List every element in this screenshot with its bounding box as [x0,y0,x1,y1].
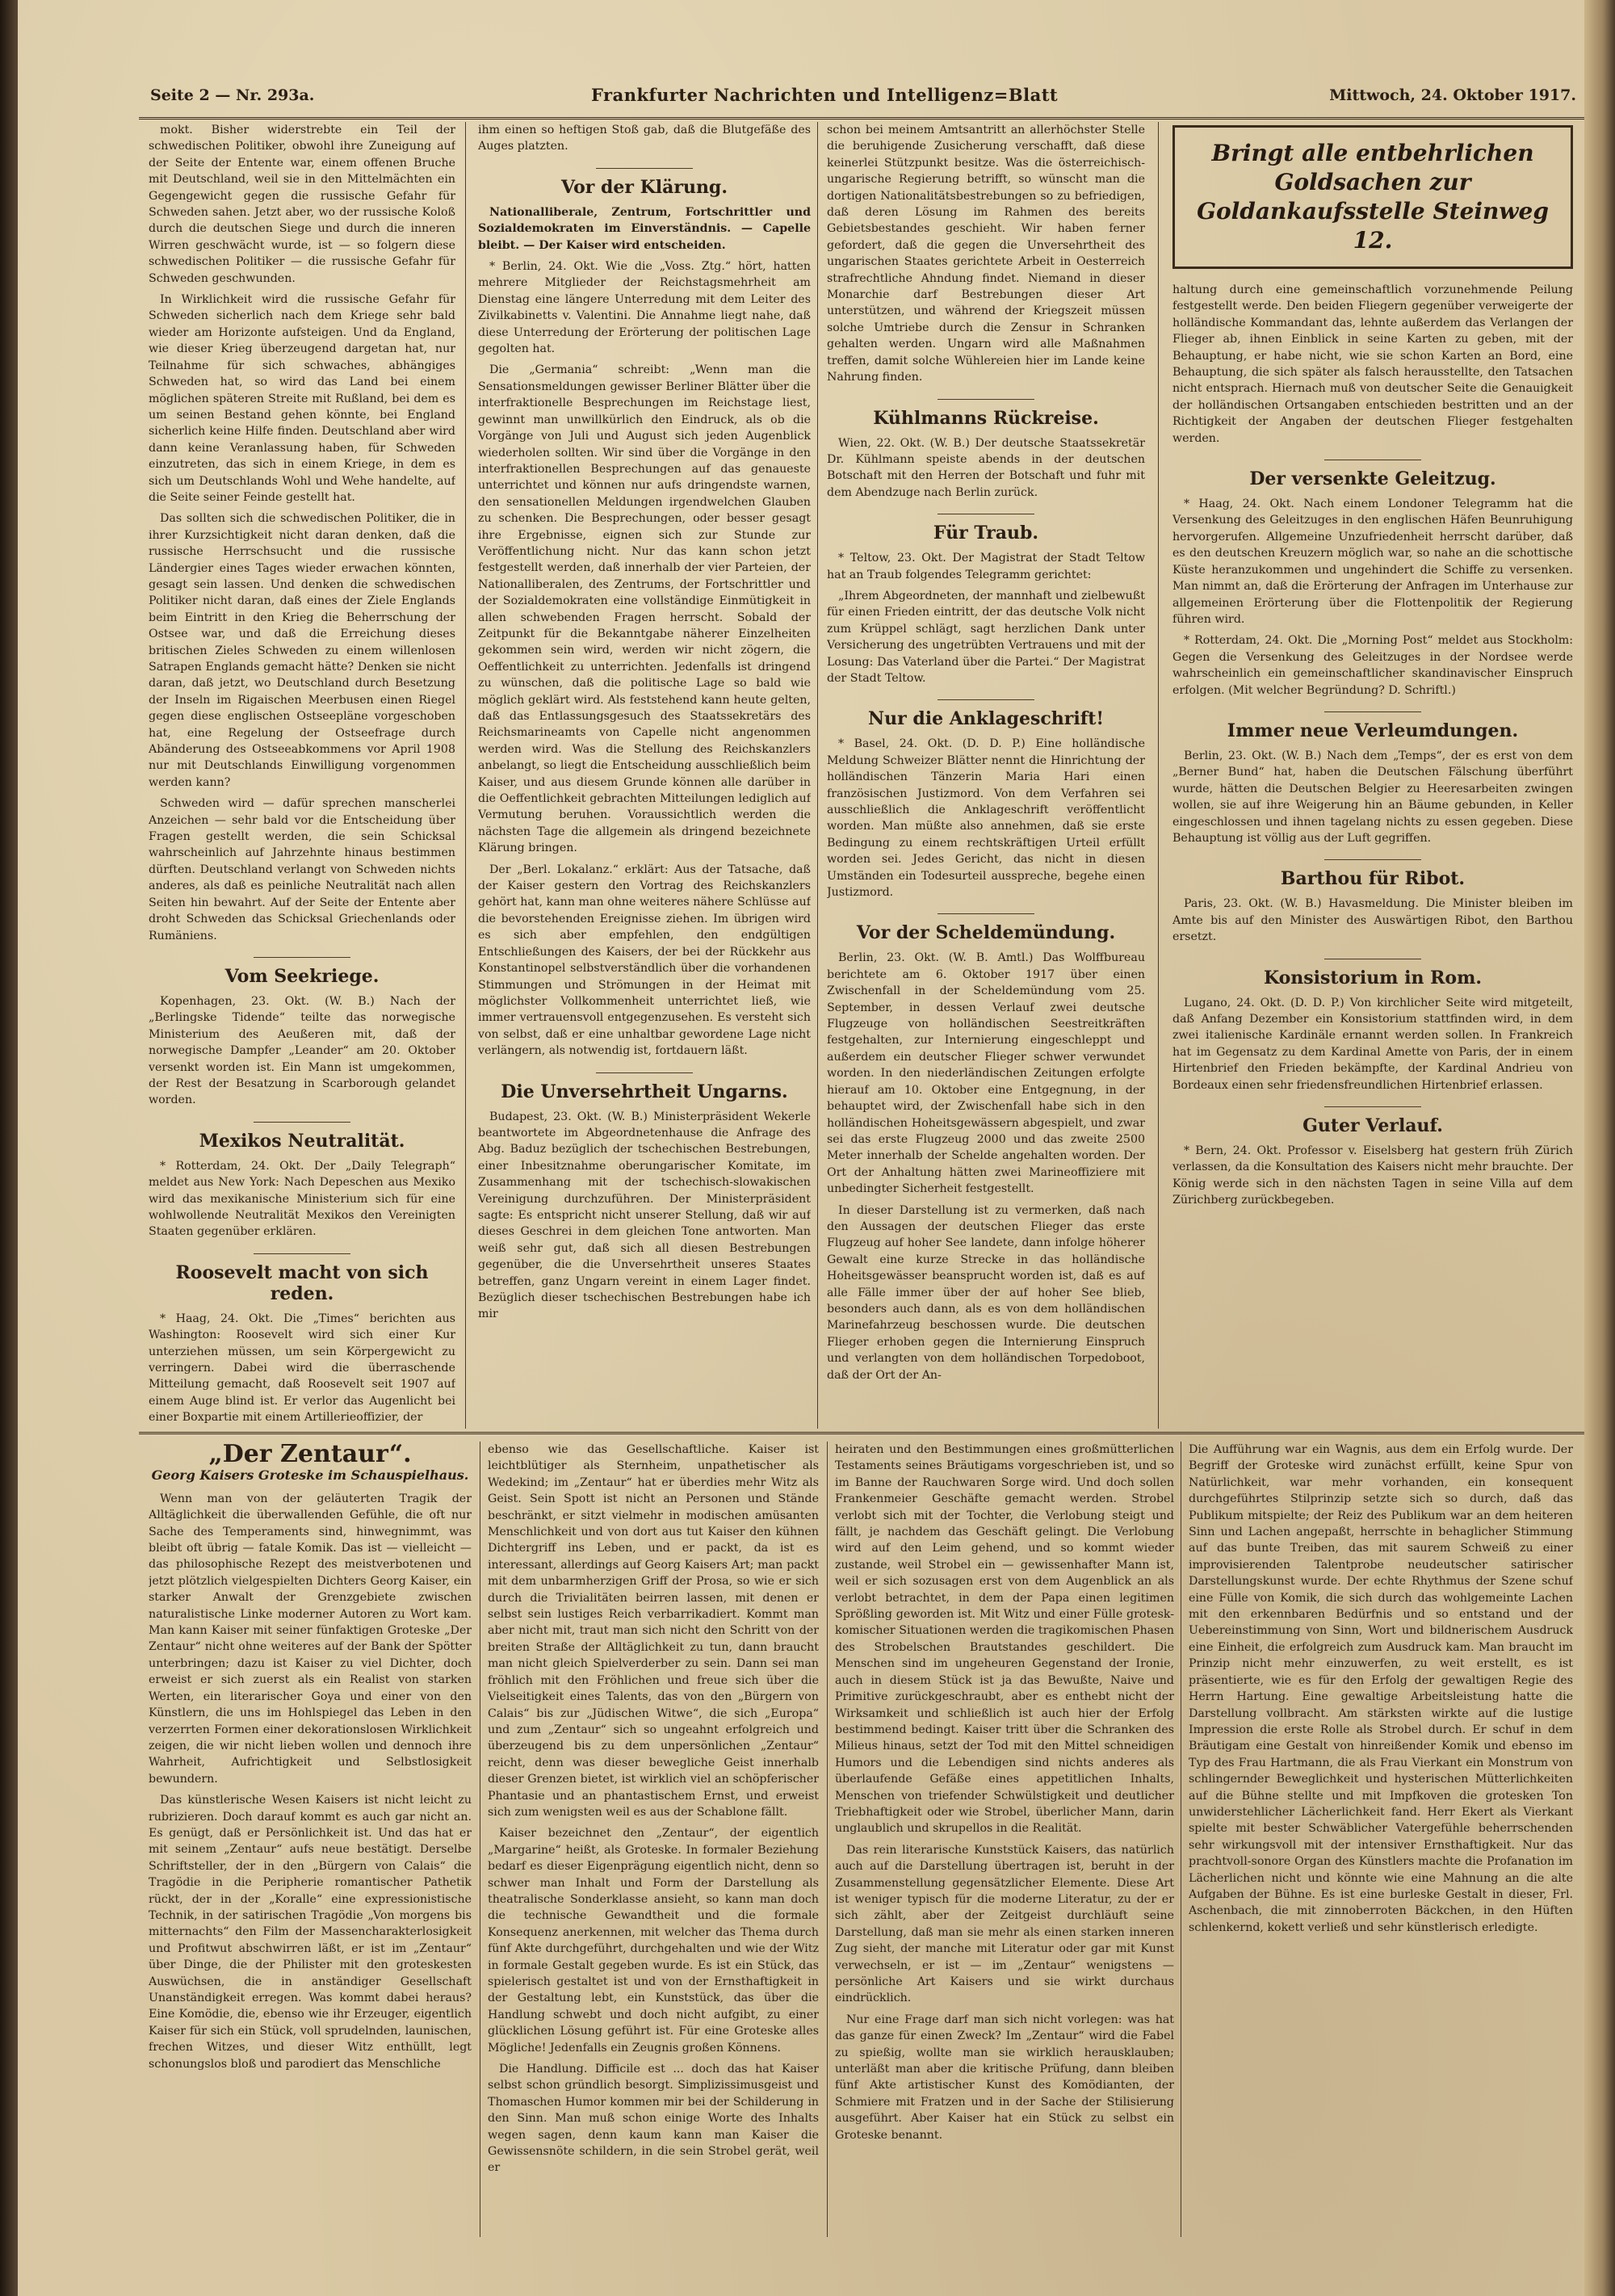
article-paragraph: * Haag, 24. Okt. Nach einem Londoner Telegramm hat die Versenkung des Geleitzuges in den englischen Häfen Beunruhigung hervorgerufen. Allgemeine Unzufriedenheit herrscht darüber, daß es den deutschen Kreuzern möglich war, so nahe an die schottische Küste heranzukommen und ungehindert die Schiffe zu versenken. Man nimmt an, daß die Erörterung der Anfragen im Unterhause zur allgemeinen Erörterung über die Flottenpolitik der Regierung führen wird. [1172,497,1573,626]
advertisement-text: Bringt alle entbehrlichen Goldsachen zur Goldankaufsstelle Steinweg 12. [1197,140,1549,254]
column-2 [478,122,811,1429]
headline-guter-verlauf: Guter Verlauf. [1172,1106,1573,1136]
article-paragraph: Kaiser bezeichnet den „Zentaur“, der eigentlich „Margarine“ heißt, als Groteske. In formaler Beziehung bedarf es dieser Eigenprägung eigentlich nicht, denn so schwer man Inhalt und Form der Darstellung als theatralische Sonderklasse ansieht, so kann man doch die technische Gewandtheit und die formale Konsequenz anerkennen, mit welcher das Thema durch fünf Akte durchgeführt, durchgehalten und wie der Witz in formale Gestalt gegeben wurde. Es ist ein Stück, das spielerisch gestaltet ist und von der Ernsthaftigkeit in der Gestaltung lebt, ein Kunststück, das über die Handlung schwebt und doch nicht aufgibt, zu einer glücklichen Lösung geführt ist. Für eine Groteske alles Mögliche! Jedenfalls ein Zeugnis großen Könnens. [488,1827,819,2055]
article-paragraph: heiraten und den Bestimmungen eines großmütterlichen Testaments seines Bräutigams vorgeschrieben ist, und so im Banne der Rauchwaren Sorge wird. Und doch sollen Frankenmeier Geschäfte gemacht werden. Strobel verlobt sich mit der Tochter, die Verlobung steigt und fällt, je nachdem das Geschäft gelingt. Die Verlobung wird auf den Leim gehend, und so kommt wieder zustande, weil Strobel ein — gewissenhafter Mann ist, weil er sich sozusagen erst von dem Augenblick an als verlobt betrachtet, in dem der Papa einen legitimen Sprößling geworden ist. Mit Witz und einer Fülle grotesk-komischer Situationen werden die tragikomischen Phasen des Strobelschen Brautstandes geschildert. Die Menschen sind im ungeheuren Gegenstand der Ironie, auch in diesem Stück ist ja das Bewußte, Naive und Primitive zurückgeschraubt, aber es enthebt nicht der Wirksamkeit und schließlich ist auch hier der Erfolg bestimmend bedingt. Kaiser tritt über die Schranken des Milieus hinaus, setzt der Tod mit den Mittel schneidigen Humors und die Lebendigen sind nichts anderes als überlaufende Gefäße eines appetitlichen Inhalts, Menschen von triefender Schwülstigkeit und deutlicher Triebhaftigkeit oder wie Strobel, überlicher Mann, darin unglaublich und skrupellos in die Realität. [835,1443,1174,1836]
feuilleton-column-4 [1189,1442,1573,2237]
headline-klaerung: Vor der Klärung. [478,168,811,198]
article-paragraph: Berlin, 23. Okt. (W. B.) Nach dem „Temps“, der es erst von dem „Berner Bund“ hat, haben die Deutschen Fälschung überführt wurde, hätten die Deutschen Belgier zu Heeresarbeiten zwingen wollen, sie auf ihre Weigerung hin an Bäume gebunden, in Keller eingeschlossen und ihnen tagelang nichts zu essen gegeben. Diese Behauptung ist völlig aus der Luft gegriffen. [1172,749,1573,845]
headline-anklageschrift: Nur die Anklageschrift! [827,699,1145,729]
article-paragraph: * Haag, 24. Okt. Die „Times“ berichten aus Washington: Roosevelt wird sich einer Kur unterziehen müssen, um sein Körpergewicht zu verringern. Dabei wird die überraschende Mitteilung gemacht, daß Roosevelt seit 1907 auf einem Auge blind ist. Er verlor das Augenlicht bei einer Boxpartie mit einem Artillerieoffizier, der [149,1312,455,1425]
column-3 [827,122,1145,1429]
headline-konsistorium: Konsistorium in Rom. [1172,959,1573,988]
article-paragraph: Wien, 22. Okt. (W. B.) Der deutsche Staatssekretär Dr. Kühlmann speiste abends in der deutschen Botschaft mit den Herren der Botschaft und fuhr mit dem Abendzuge nach Berlin zurück. [827,436,1145,499]
feuilleton-column-3 [835,1442,1174,2237]
adjacent-page-edge [1584,0,1615,2296]
article-paragraph: Das künstlerische Wesen Kaisers ist nicht leicht zu rubrizieren. Doch darauf kommt es auch gar nicht an. Es genügt, daß er Persönlichkeit ist. Und das hat er mit seinem „Zentaur“ aufs neue bestätigt. Derselbe Schriftsteller, der in den „Bürgern von Calais“ die Tragödie in die Peripherie romantischer Pathetik rückt, der in der „Koralle“ eine expressionistische Technik, in der satirischen Tragödie „Von morgens bis mitternachts“ den Film der Massencharakterlosigkeit und Profitwut abschwirren läßt, er ist im „Zentaur“ über Dinge, die der Philister mit den groteskesten Auswüchsen, die in anständiger Gesellschaft Unanständigkeit erregen. Was kommt dabei heraus? Eine Komödie, die, ebenso wie ihr Erzeuger, eigentlich Kaiser für sich ein Stück, voll sprudelnden, launischen, frechen Witzes, und dieser Witz enthüllt, legt schonungslos bloß und parodiert das Menschliche [149,1794,472,2071]
book-binding-edge [0,0,18,2296]
headline-mexiko: Mexikos Neutralität. [149,1122,455,1152]
headline-roosevelt: Roosevelt macht von sich reden. [149,1253,455,1304]
article-paragraph: * Rotterdam, 24. Okt. Die „Morning Post“ meldet aus Stockholm: Gegen die Versenkung des Geleitzuges in der Nordsee werde wahrscheinlich ein gemeinschaftlicher skandinavischer Einspruch erfolgen. (Mit welcher Begründung? D. Schriftl.) [1172,634,1573,697]
feuilleton-section [139,1442,1592,2241]
headline-verleumdungen: Immer neue Verleumdungen. [1172,711,1573,741]
article-paragraph: In dieser Darstellung ist zu vermerken, daß nach den Aussagen der deutschen Flieger das erste Flugzeug auf hoher See landete, dann infolge höherer Gewalt eine kurze Strecke in das holländische Hoheitsgewässer beansprucht worden ist, daß es auf alle Fälle immer über der auf hoher See blieb, besonders auch dann, als es von dem holländischen Marinefahrzeug beschossen wurde. Die deutschen Flieger erhoben gegen die Internierung Einspruch und verlangten von dem holländischen Torpedoboot, daß der Ort der An- [827,1203,1145,1382]
article-paragraph: * Rotterdam, 24. Okt. Der „Daily Telegraph“ meldet aus New York: Nach Depeschen aus Mexiko wird das mexikanische Ministerium sich für eine wohlwollende Neutralität Mexikos den Vereinigten Staaten gegenüber erklären. [149,1159,455,1239]
article-paragraph: Die Handlung. Difficile est ... doch das hat Kaiser selbst schon gründlich besorgt. Simplizissimusgeist und Thomaschen Humor kommen mir bei der Schilderung in den Sinn. Man muß schon einige Worte des Inhalts wegen sagen, denn kaum kann man Kaiser die Gewissensnöte schildern, in die sein Strobel gerät, weil er [488,2063,819,2175]
feuilleton-column-1 [149,1442,472,2237]
article-paragraph: ihm einen so heftigen Stoß gab, daß die Blutgefäße des Auges platzten. [478,124,811,153]
column-rule [1158,122,1159,1429]
page-content [139,77,1592,2257]
newspaper-title: Frankfurter Nachrichten und Intelligenz=Blatt [591,85,1059,105]
headline-kuehlmann: Kühlmanns Rückreise. [827,399,1145,429]
article-paragraph: haltung durch eine gemeinschaftlich vorzunehmende Peilung festgestellt werde. Den beiden Fliegern gegenüber verweigerte der holländische Kommandant das, lehnte außerdem das Verlangen der Flieger ab, ihnen Einblick in seine Karten zu geben, mit der Behauptung, er habe nicht, wie sie schon Karten an Bord, eine Behauptung, die sich später als falsch herausstellte, den Tatsachen nicht entsprach. Hiernach muß von deutscher Seite die Genauigkeit der holländischen Ortsangaben entschieden bestritten und an der Richtigkeit der Angaben der deutschen Flieger festgehalten werden. [1172,283,1573,445]
article-paragraph: * Bern, 24. Okt. Professor v. Eiselsberg hat gestern früh Zürich verlassen, da die Konsultation des Kaisers nicht mehr brauchte. Der König werde sich in den nächsten Tagen in seine Villa auf dem Zürichberg zurückbegeben. [1172,1144,1573,1207]
article-paragraph: Nur eine Frage darf man sich nicht vorlegen: was hat das ganze für einen Zweck? Im „Zentaur“ wird die Fabel zu spießig, wollte man sie wirklich herausklauben; unterläßt man aber die kritische Prüfung, dann bleiben fünf Akte artistischer Kunst des Komödianten, der Schmiere mit Fratzen und in der Sache der Stilisierung ausgeführt. Aber Kaiser hat ein Stück zu selbst ein Groteske benannt. [835,2013,1174,2142]
newspaper-page [18,0,1584,2296]
article-paragraph: Kopenhagen, 23. Okt. (W. B.) Nach der „Berlingske Tidende“ teilte das norwegische Ministerium des Aeußeren mit, daß der norwegische Dampfer „Leander“ am 20. Oktober versenkt worden ist. Ein Mann ist umgekommen, der Rest der Besatzung in Scarborough gelandet worden. [149,994,455,1107]
gold-collection-advertisement [1172,125,1573,269]
article-paragraph: Das rein literarische Kunststück Kaisers, das natürlich auch auf die Darstellung übertragen ist, beruht in der Zusammenstellung gegensätzlicher Elemente. Diese Art ist weniger typisch für die moderne Literatur, zu der er sich zählt, aber der Zeitgeist durchläuft seine Darstellung, daß man sie mehr als einen starken inneren Zug sieht, der manche mit Literatur oder gar mit Kunst verwechseln, er ist — im „Zentaur“ wenigstens — persönliche Art Kaisers und sie wirkt durchaus eindrücklich. [835,1843,1174,2005]
article-paragraph: „Ihrem Abgeordneten, der mannhaft und zielbewußt für einen Frieden eintritt, der das deutsche Volk nicht zum Krüppel schlägt, sagt herzlichen Dank unter Versicherung des ungetrübten Vertrauens und mit der Losung: Das Vaterland über die Partei.“ Der Magistrat der Stadt Teltow. [827,589,1145,685]
feuilleton-subtitle: Georg Kaisers Groteske im Schauspielhaus. [151,1467,469,1484]
article-paragraph: schon bei meinem Amtsantritt an allerhöchster Stelle die beruhigende Zusicherung verschafft, daß diese keinerlei Stützpunkt besitze. Was die österreichisch-ungarische Regierung betrifft, so wünscht man die dortigen Nationalitätsbestrebungen so zu befriedigen, daß deren Lösung im Rahmen des bereits Gebietsbestandes geschieht. Wir haben ferner gefordert, daß die gegen die Unversehrtheit des ungarischen Staates gerichtete Arbeit in Oesterreich strafrechtliche Ahndung findet. Niemand in dieser Monarchie darf Bestrebungen dieser Art unterstützen, und während der Kriegszeit müssen solche Umtriebe durch die Zensur in Schranken gehalten werden. Ungarn wird alle Maßnahmen treffen, damit solche Wühlereien hier im Lande keine Nahrung finden. [827,124,1145,384]
page-number-label: Seite 2 — Nr. 293a. [150,86,315,104]
article-paragraph: Die Aufführung war ein Wagnis, aus dem ein Erfolg wurde. Der Begriff der Groteske wird zunächst erfüllt, keine Spur von Natürlichkeit, war mehr vorhanden, ein konsequent durchgeführtes Stilprinzip setzte sich so durch, daß das Publikum mitspielte; der Reiz des Publikum war an dem heiteren Sinn und Lachen angepaßt, herrschte in behaglicher Stimmung auf das bunte Treiben, das mit saurem Schweiß zu einer improvisierenden Talentprobe neudeutscher satirischer Darstellungskunst wurde. Der echte Rhythmus der Szene schuf eine Fülle von Komik, die sich durch das wohlgemeinte Lachen mit den erkennbaren Bedürfnis und so entstand und der Uebereinstimmung von Sinn, Wort und bildnerischem Ausdruck eine Einheit, die erfolgreich zum Ausdruck kam. Man braucht im Prinzip nicht mehr einzuwerfen, zu weit erstellt, es ist präsentierte, wie es für den Erfolg der gewaltigen Regie des Herrn Hartung. Eine gewaltige Arbeitsleistung hatte die Darstellung vollbracht. Am stärksten wirkte auf die lustige Impression die erste Rolle als Strobel durch. Er schuf in dem Bräutigam eine Gestalt von hinreißender Komik und ebenso im Typ des Frau Hartmann, die als Frau Vierkant ein Monstrum von schlingernder Beweglichkeit und hysterischen Mütterlichkeiten auf die Bühne stellte und mit Impfkoven die grotesken Ton unwiderstehlicher Lächerlichkeit fand. Herr Ekert als Vierkant spielte mit bester Schwäblicher Vatergefühle beherrschenden sehr wirkungsvoll mit der intensiver Ernsthaftigkeit. Nur das prachtvoll-sonore Organ des Künstlers machte die Profanation im Lächerlichen nicht und könnte wie eine Mahnung an die alte Aufgaben der Bühne. Es ist eine burleske Gestalt in dieser, Frl. Aschenbach, die mit zinnoberroten Bäckchen, in den Hüften schlenkernd, kokett verließ und sehr künstlerisch erledigte. [1189,1443,1573,1934]
article-paragraph: In Wirklichkeit wird die russische Gefahr für Schweden sicherlich nach dem Kriege sehr bald wieder am Horizonte aufsteigen. Und da England, wie dieser Krieg überzeugend dargetan hat, nur Teilnahme für sich schwaches, abhängiges Schweden hat, so wird das Land bei einem möglichen späteren Streite mit Rußland, bei dem es um seinen Bestand gehen könnte, bei England sicherlich keine Hilfe finden. Deutschland aber wird dann keine Veranlassung haben, für Schweden einzutreten, das sich in einem Kriege, in dem es sich um Deutschlands Wohl und Wehe handelte, auf die Seite seiner Feinde gestellt hat. [149,293,455,504]
headline-barthou: Barthou für Ribot. [1172,859,1573,889]
article-lead: Nationalliberale, Zentrum, Fortschrittler und Sozialdemokraten im Einverständnis. — Capelle bleibt. — Der Kaiser wird entscheiden. [478,205,811,252]
masthead [139,77,1592,120]
headline-seekrieg: Vom Seekriege. [149,957,455,987]
article-paragraph: Berlin, 23. Okt. (W. B. Amtl.) Das Wolffbureau berichtete am 6. Oktober 1917 über einen Zwischenfall in der Scheldemündung vom 25. September, in dessen Verlauf zwei deutsche Flugzeuge von holländischen Seestreitkräften festgehalten, zur Internierung eingeschleppt und außerdem ein deutscher Flieger schwer verwundet worden. In den niederländischen Zeitungen erfolgte hierauf am 10. Oktober eine Entgegnung, in der behauptet wird, der Zwischenfall habe sich in den holländischen Hoheitsgewässern abgespielt, und zwar sei das erste Flugzeug 2000 und das zweite 2500 Meter innerhalb der Schelde angehalten worden. Der Ort der Anhaltung hätten zwei Marineoffiziere mit unbedingter Sicherheit festgestellt. [827,951,1145,1196]
article-paragraph: * Berlin, 24. Okt. Wie die „Voss. Ztg.“ hört, hatten mehrere Mitglieder der Reichstagsmehrheit am Dienstag eine längere Unterredung mit dem Leiter des Zivilkabinetts v. Valentini. Die Annahme liegt nahe, daß diese Unterredung der Erörterung der politischen Lage gegolten hat. [478,260,811,356]
article-paragraph: Der „Berl. Lokalanz.“ erklärt: Aus der Tatsache, daß der Kaiser gestern den Vortrag des Reichskanzlers gehört hat, kann man ohne weiteres nähere Schlüsse auf die bevorstehenden Ereignisse ziehen. Im übrigen wird es sich aber empfehlen, den endgültigen Entschließungen des Kaisers, der bei der Rückkehr aus Konstantinopel selbstverständlich über die vorhandenen Stimmungen und Strömungen in der Heimat mit möglichster Vollkommenheit unterrichtet ließ, wie immer vertrauensvoll entgegenzusehen. Es versteht sich von selbst, daß er eine unhaltbar gewordene Lage nicht verlängern, als notwendig ist, fortdauern läßt. [478,863,811,1058]
feuilleton-column-2 [488,1442,819,2237]
headline-scheldemuendung: Vor der Scheldemündung. [827,913,1145,943]
news-section [139,122,1592,1432]
column-rule [817,122,818,1429]
article-paragraph: Das sollten sich die schwedischen Politiker, die in ihrer Kurzsichtigkeit nicht daran denken, daß die russische Herrschsucht und die russische Ländergier eines Tages wieder erwachen könnten, gesagt sein lassen. Und denken die schwedischen Politiker nicht daran, daß eines der Ziele Englands beim Eintritt in den Krieg die Beherrschung der Ostsee war, und daß die Erreichung dieses britischen Zieles Schweden zu einem willenlosen Satrapen Englands gemacht hätte? Denken sie nicht daran, daß jetzt, wo Deutschland durch Besetzung der Inseln im Rigaischen Meerbusen einen Riegel gegen diese englischen Ostseepläne vorgeschoben hat, eine Regelung der Ostseefrage durch Abänderung des Ostseeabkommens vor April 1908 nur mit Deutschlands Einwilligung vorgenommen werden kann? [149,512,455,789]
column-4 [1172,122,1573,1429]
article-paragraph: Schweden wird — dafür sprechen manscherlei Anzeichen — sehr bald vor die Entscheidung über Fragen gestellt werden, die sein Schicksal wahrscheinlich auf Jahrzehnte hinaus bestimmen dürften. Deutschland verlangt von Schweden nichts anderes, als daß es peinliche Neutralität nach allen Seiten hin bewahrt. Auf der Seite der Entente aber droht Schweden das Schicksal Griechenlands oder Rumäniens. [149,797,455,942]
headline-traub: Für Traub. [827,514,1145,544]
headline-geleitzug: Der versenkte Geleitzug. [1172,460,1573,489]
article-paragraph: * Basel, 24. Okt. (D. D. P.) Eine holländische Meldung Schweizer Blätter nennt die Hinrichtung der holländischen Tänzerin Maria Hari einen französischen Justizmord. Von dem Verfahren sei ausschließlich die Anklageschrift veröffentlicht worden. Man müßte also annehmen, daß sie erste Bedingung zu einem rechtskräftigen Urteil erfüllt worden sei. Jedes Gericht, das nicht in diesen Umständen ein Todesurteil ausspreche, begehe einen Justizmord. [827,737,1145,900]
article-paragraph: Die „Germania“ schreibt: „Wenn man die Sensationsmeldungen gewisser Berliner Blätter über die interfraktionelle Besprechungen im Reichstage liest, gewinnt man unwillkürlich den Eindruck, als ob die Vorgänge von Juli und August sich jeden Augenblick wiederholen sollten. Wir sind über die Vorgänge in den interfraktionellen Besprechungen auf das genaueste unterrichtet und können nur aufs dringendste warnen, den sensationellen Meldungen irgendwelchen Glauben zu schenken. Die Besprechungen, oder besser gesagt ihre Ergebnisse, eignen sich zur Stunde zur Veröffentlichung nicht. Nur das kann schon jetzt festgestellt werden, daß innerhalb der vier Parteien, der Nationalliberalen, des Zentrums, der Fortschrittler und der Sozialdemokraten eine vollständige Einmütigkeit in allen schwebenden Fragen herrscht. Sobald der Zeitpunkt für die Bekanntgabe näherer Einzelheiten gekommen sein wird, werden wir nicht zögern, die Oeffentlichkeit zu unterrichten. Jedenfalls ist dringend zu wünschen, daß die politische Lage so bald wie möglich geklärt wird. Als feststehend kann heute gelten, daß das Entlassungsgesuch des Staatssekretärs des Reichsmarineamts von Capelle nicht angenommen werden wird. Was die Stellung des Reichskanzlers anbelangt, so liegt die Entscheidung ausschließlich beim Kaiser, und aus diesem Grunde können alle darüber in die Oeffentlichkeit gebrachten Mitteilungen lediglich auf Vermutung beruhen. Voraussichtlich werden die nächsten Tage die allgemein als dringend bezeichnete Klärung bringen. [478,363,811,855]
article-paragraph: Lugano, 24. Okt. (D. D. P.) Von kirchlicher Seite wird mitgeteilt, daß Anfang Dezember ein Konsistorium stattfinden wird, in dem zwei italienische Kardinäle ernannt werden sollen. In Frankreich hat im Gegensatz zu dem Kardinal Amette von Paris, der in einem Hirtenbrief den Frieden bekämpfte, der Kardinal Andrieu von Bordeaux einen sehr friedensfreundlichen Hirtenbrief erlassen. [1172,996,1573,1092]
article-paragraph: mokt. Bisher widerstrebte ein Teil der schwedischen Politiker, obwohl ihre Zuneigung auf der Seite der Entente war, einem offenen Bruche mit Deutschland, weil sie in den Mittelmächten ein Gegengewicht gegen die russische Gefahr für Schweden sahen. Jetzt aber, wo der russische Koloß durch die deutschen Siege und durch die inneren Wirren geschwächt wurde, ist — so folgern diese schwedischen Politiker — die russische Gefahr für Schweden geschwunden. [149,124,455,285]
article-paragraph: Paris, 23. Okt. (W. B.) Havasmeldung. Die Minister bleiben im Amte bis auf den Minister des Auswärtigen Ribot, den Barthou ersetzt. [1172,897,1573,944]
feuilleton-divider [139,1432,1592,1434]
column-rule [465,122,466,1429]
feuilleton-title: „Der Zentaur“. [208,1442,412,1468]
headline-ungarn: Die Unversehrtheit Ungarns. [478,1072,811,1102]
article-paragraph: ebenso wie das Gesellschaftliche. Kaiser ist leichtblütiger als Sternheim, unpathetischer als Wedekind; im „Zentaur“ hat er überdies mehr Witz als Geist. Sein Spott ist nicht an Personen und Stände beschränkt, er sitzt vielmehr in modischen amüsanten Menschlichkeit und von dort aus tut Kaiser den kühnen Dichtergriff ins Leben, und er packt, da ist es interessant, allerdings auf Georg Kaisers Art; man packt mit dem unbarmherzigen Griff der Prosa, so wie er sich durch die Trivialitäten beirren lassen, mit denen er selbst sein lustiges Reich verbarrikadiert. Kommt man aber nicht mit, traut man sich nicht den Schritt von der breiten Straße der Alltäglichkeit zu tun, dann braucht man nicht gleich Spielverderber zu sein. Dann sei man fröhlich mit den Fröhlichen und freue sich über die Vielseitigkeit eines Talents, das von den „Bürgern von Calais“ bis zur „Jüdischen Witwe“, die sich „Europa“ und zum „Zentaur“ sich so ungeahnt erfolgreich und überzeugend bis zu dem unpersönlichen „Zentaur“ reicht, denn was dieser bewegliche Geist innerhalb dieser Grenzen bietet, ist wirklich viel an schöpferischer Phantasie und an phantastischem Ernst, und erweist sich zum wenigsten weil es aus der Schablone fällt. [488,1443,819,1819]
column-1 [149,122,455,1429]
column-rule [827,1442,828,2237]
article-paragraph: * Teltow, 23. Okt. Der Magistrat der Stadt Teltow hat an Traub folgendes Telegramm gerichtet: [827,552,1145,581]
article-paragraph: Wenn man von der geläuterten Tragik der Alltäglichkeit die überwallenden Gefühle, die oft nur Sache des Temperaments sind, hinwegnimmt, was bleibt oft übrig — fatale Komik. Das ist — vielleicht — das philosophische Rezept des meistverbotenen und jetzt plötzlich vielgespielten Dichters Georg Kaiser, ein starker Anwalt der Grenzgebiete zwischen naturalistische Linke moderner Autoren zu Wort kam. Man kann Kaiser mit seiner fünfaktigen Groteske „Der Zentaur“ nicht ohne weiteres auf der Bank der Spötter unterbringen; dazu ist Kaiser zu viel Dichter, doch erweist er sich zuerst als ein Realist von starken Werten, ein literarischer Goya und einer von den Künstlern, die uns im Hohlspiegel das Leben in den verzerrten Formen einer dekorationslosen Wirklichkeit zeigen, die wir nicht lieben wollen und dennoch ihre Wahrheit, Aufrichtigkeit und Selbstlosigkeit bewundern. [149,1492,472,1786]
issue-date: Mittwoch, 24. Oktober 1917. [1329,86,1576,104]
article-paragraph: Budapest, 23. Okt. (W. B.) Ministerpräsident Wekerle beantwortete im Abgeordnetenhause die Anfrage des Abg. Baduz bezüglich der tschechischen Bestrebungen, einer Inbesitznahme oberungarischer Komitate, im Zusammenhang mit der tschechisch-slowakischen Vereinigung durchzuführen. Der Ministerpräsident sagte: Es entspricht nicht unserer Stellung, daß wir auf dieses Geschrei in dem gleichen Tone antworten. Man weiß sehr gut, daß sich all diesen Bestrebungen gegenüber, die die Unversehrtheit unseres Staates betreffen, ganz Ungarn vereint in einem Lager findet. Bezüglich dieser tschechischen Bestrebungen habe ich mir [478,1110,811,1321]
